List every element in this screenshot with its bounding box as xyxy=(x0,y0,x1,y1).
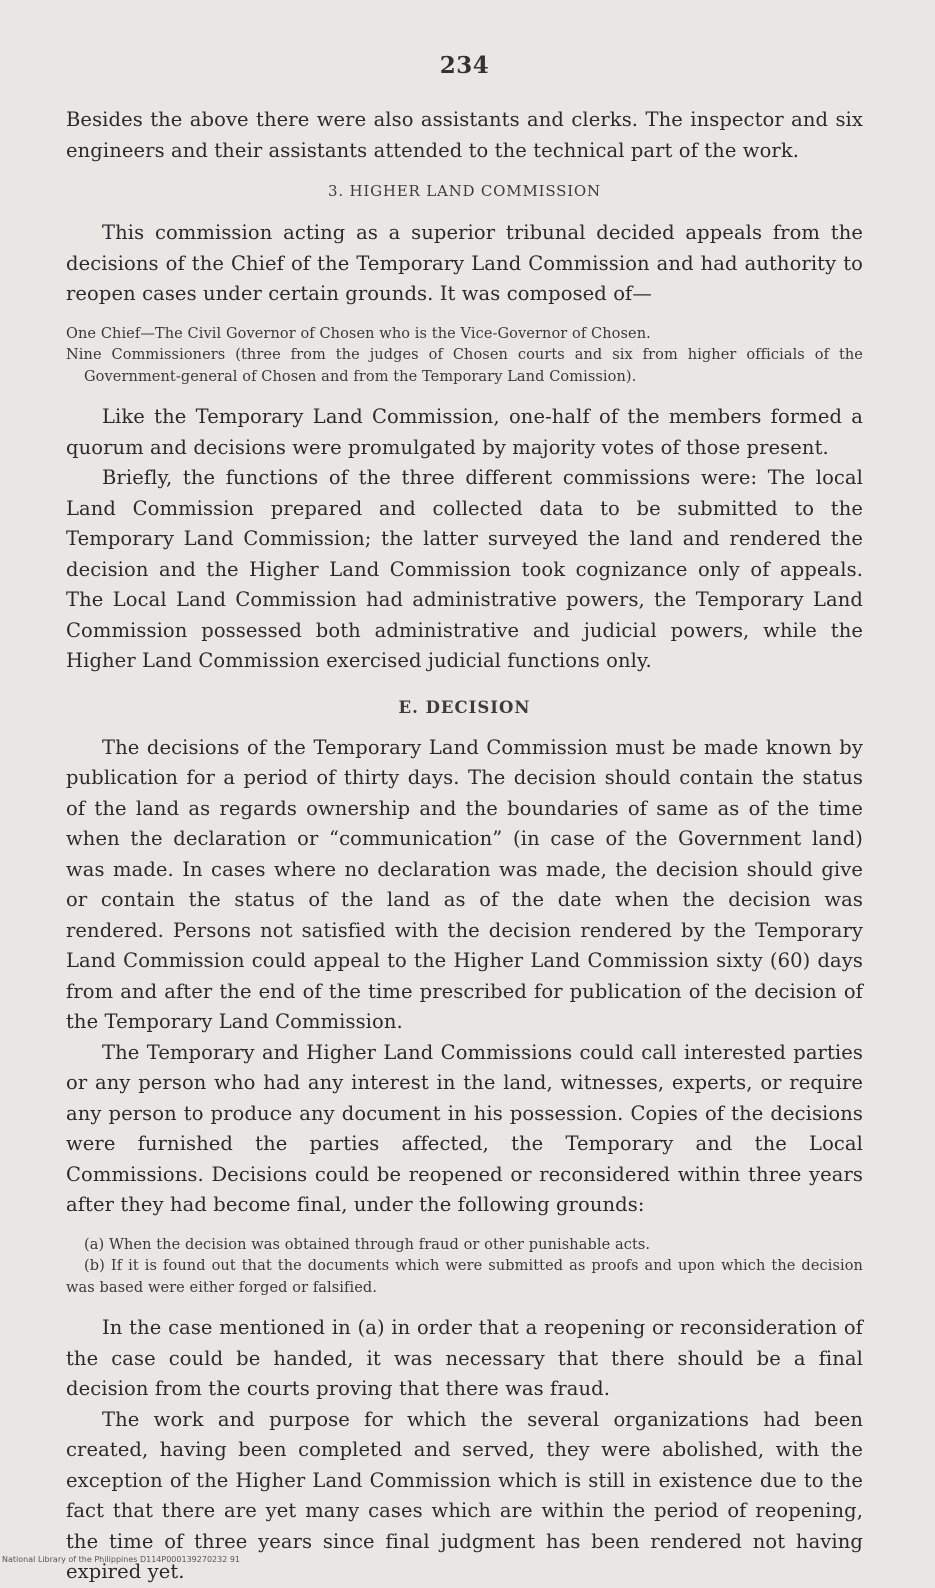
section-heading-decision: E. DECISION xyxy=(398,697,531,717)
section-heading-higher-land-commission: 3. HIGHER LAND COMMISSION xyxy=(328,182,601,200)
ground-b: (b) If it is found out that the documents which were submitted as proofs and upon which the decision was based were either forged or falsified. xyxy=(66,1258,863,1296)
paragraph-parties: The Temporary and Higher Land Commissions could call interested parties or any person who had any interest in the land, witnesses, experts, or require any person to produce any document in his possession. Copies of the decisions were furnished the parties affected, the Temporary and the Local Commissions. Decisions could be reopened or reconsidered within three years after they had become final, under the following grounds: xyxy=(66,1040,863,1216)
ground-a: (a) When the decision was obtained through fraud or other punishable acts. xyxy=(84,1236,651,1253)
paragraph-intro: Besides the above there were also assistants and clerks. The inspector and six engineers and their assistants attended to the technical part of the work. xyxy=(66,108,863,162)
paragraph-case-a: In the case mentioned in (a) in order that a reopening or reconsideration of the case could be handed, it was necessary that there should be a final decision from the courts proving that there was fraud. xyxy=(66,1316,863,1400)
grounds-list xyxy=(66,1235,863,1300)
paragraph-quorum: Like the Temporary Land Commission, one-half of the members formed a quorum and decisions were promulgated by majority votes of those present. xyxy=(66,405,863,459)
composition-list xyxy=(66,324,863,389)
paragraph-briefly: Briefly, the functions of the three different commissions were: The local Land Commission prepared and collected data to be submitted to the Temporary Land Commission; the latter surveyed the land and rendered the decision and the Higher Land Commission took cognizance only of appeals. The Local Land Commission had administrative powers, the Temporary Land Commission possessed both administrative and judicial powers, while the Higher Land Commission exercised judicial functions only. xyxy=(66,466,863,672)
composition-chief: One Chief—The Civil Governor of Chosen who is the Vice-Governor of Chosen. xyxy=(66,325,651,342)
paragraph-work: The work and purpose for which the several organizations had been created, having been completed and served, they were abolished, with the exception of the Higher Land Commission which is still in existence due to the fact that there are yet many cases which are within the period of reopening, the time of three years since final judgment has been rendered not having expired yet. xyxy=(66,1407,863,1583)
composition-commissioners: Nine Commissioners (three from the judges of Chosen courts and six from higher officials of the Government-general of Chosen and from the Temporary Land Comission). xyxy=(66,347,863,385)
paragraph-decision: The decisions of the Temporary Land Commission must be made known by publication for a period of thirty days. The decision should contain the status of the land as regards ownership and the boundaries of same as of the time when the declaration or “communication” (in case of the Government land) was made. In cases where no declaration was made, the decision should give or contain the status of the land as of the date when the decision was rendered. Persons not satisfied with the decision rendered by the Temporary Land Commission could appeal to the Higher Land Commission sixty (60) days from and after the end of the time prescribed for publication of the decision of the Temporary Land Commission. xyxy=(66,735,863,1033)
paragraph-commission: This commission acting as a superior tribunal decided appeals from the decisions of the Chief of the Temporary Land Commission and had authority to reopen cases under certain grounds. It was composed of— xyxy=(66,221,863,305)
page-number: 234 xyxy=(439,52,490,79)
footer-attribution: National Library of the Philippines D114P000139270232 91 xyxy=(2,1555,241,1564)
